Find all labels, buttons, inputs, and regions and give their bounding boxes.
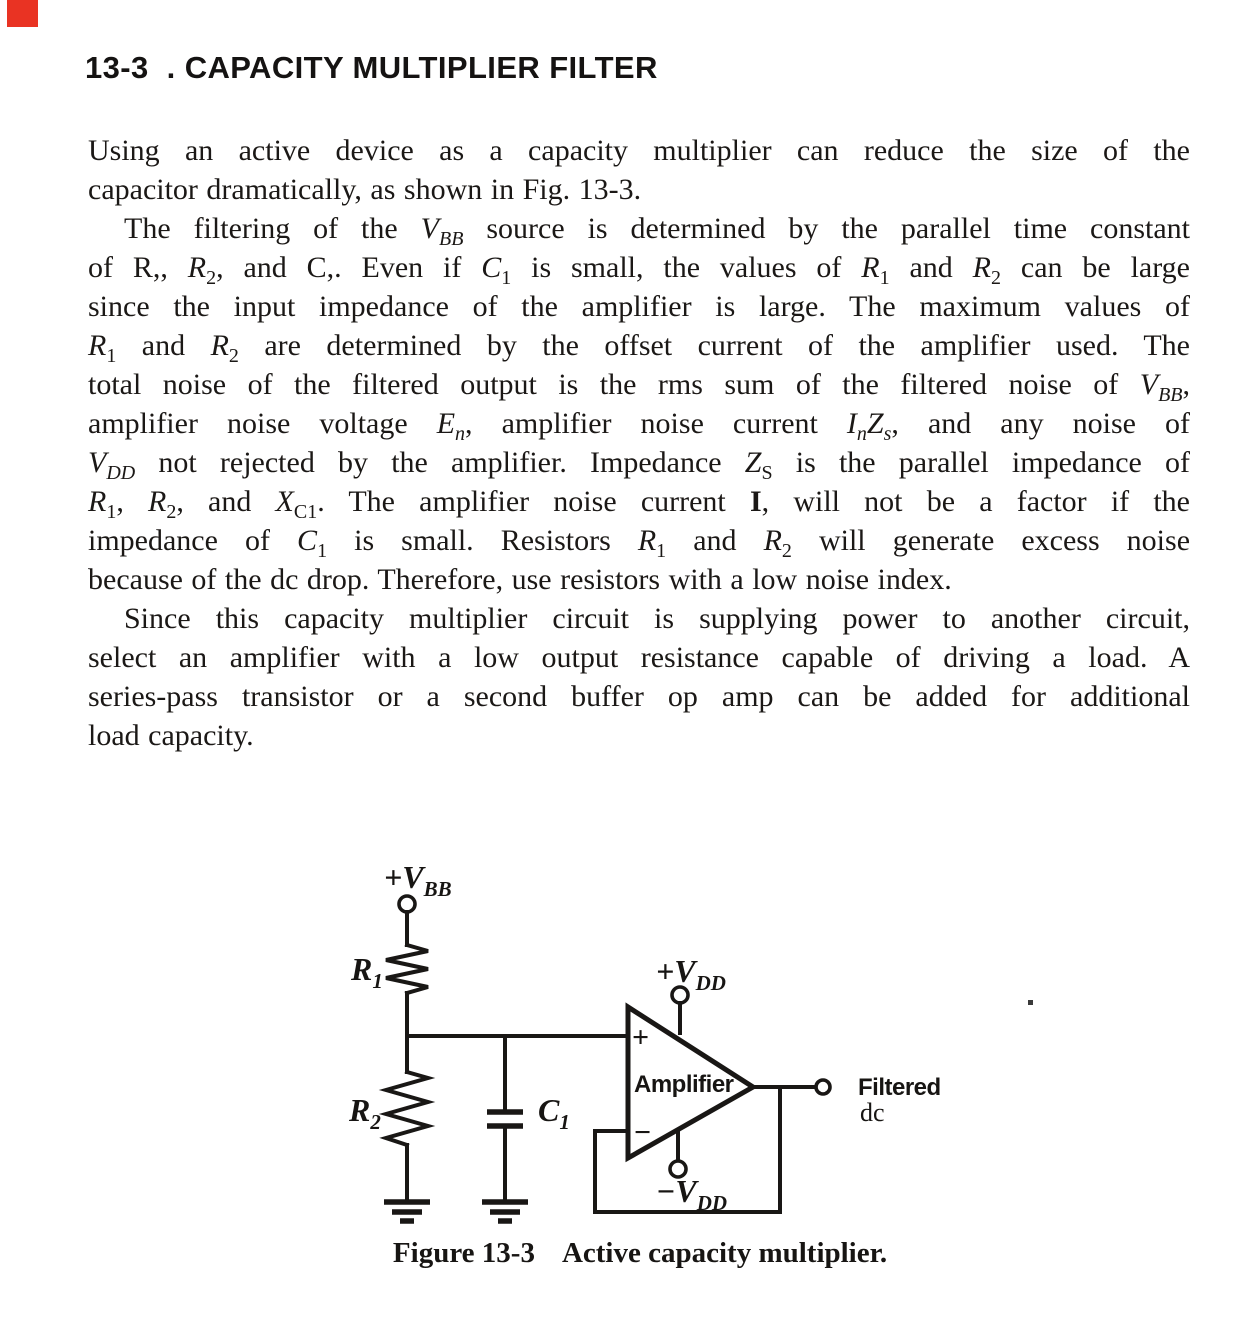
text-line: since the input impedance of the amplifier is large. The maximum values of <box>88 290 1190 323</box>
text-line: load capacity. <box>88 719 254 752</box>
text-line: $V_{DD}$ not rejected by the amplifier. Impedance $Z_S$ is the parallel impedance of <box>88 446 1190 484</box>
amplifier-label: Amplifier <box>634 1071 734 1098</box>
output-label-filtered: Filtered <box>858 1074 941 1101</box>
vdd-neg-label: $-V_{DD}$ <box>656 1173 728 1215</box>
text-line: because of the dc drop. Therefore, use resistors with a low noise index. <box>88 563 952 596</box>
vbb-terminal-circle <box>399 896 415 912</box>
text-line: Since this capacity multiplier circuit is supplying power to another circuit, <box>124 602 1190 635</box>
ground-symbol-left <box>384 1202 430 1221</box>
text-line: Using an active device as a capacity multiplier can reduce the size of the <box>88 134 1190 167</box>
text-line: select an amplifier with a low output resistance capable of driving a load. A <box>88 641 1190 674</box>
text-line: $R_1$ and $R_2$ are determined by the offset current of the amplifier used. The <box>88 329 1190 367</box>
r1-label: $R_1$ <box>351 951 383 993</box>
figure-caption <box>320 1237 960 1270</box>
body-text <box>88 131 1190 755</box>
section-heading: 13-3 . CAPACITY MULTIPLIER FILTER <box>85 50 658 85</box>
text-line: total noise of the filtered output is the rms sum of the filtered noise of $V_{BB}$, <box>88 368 1190 406</box>
noninverting-plus-sign: + <box>632 1021 650 1054</box>
figure-caption-number: Figure 13-3 <box>392 1237 535 1269</box>
text-line: series-pass transistor or a second buffer op amp can be added for additional <box>88 680 1190 713</box>
text-line: of R,, $R_2$, and C,. Even if $C_1$ is small, the values of $R_1$ and $R_2$ can be large <box>88 251 1190 289</box>
scan-speck <box>1028 1000 1033 1005</box>
red-scan-marker <box>7 0 38 27</box>
vdd-pos-terminal-circle <box>672 987 688 1003</box>
ground-symbol-capacitor <box>482 1202 528 1221</box>
vbb-label: $+V_{BB}$ <box>384 859 452 901</box>
resistor-r1 <box>386 945 428 993</box>
c1-label: $C_1$ <box>538 1092 570 1134</box>
text-line: capacitor dramatically, as shown in Fig. 13-3. <box>88 173 642 206</box>
vdd-pos-label: $+V_{DD}$ <box>656 953 726 995</box>
r2-label: $R_2$ <box>349 1092 381 1134</box>
inverting-minus-sign: − <box>634 1116 652 1149</box>
output-terminal-circle <box>816 1080 830 1094</box>
capacitor-c1 <box>487 1112 523 1126</box>
text-line: $R_1$, $R_2$, and $X_{C1}$. The amplifier noise current I, will not be a factor if the <box>88 485 1190 523</box>
circuit-figure <box>330 840 950 1285</box>
text-line: The filtering of the $V_{BB}$ source is determined by the parallel time constant <box>124 212 1191 250</box>
output-label-dc: dc <box>860 1098 885 1127</box>
text-line: impedance of $C_1$ is small. Resistors $R_1$ and $R_2$ will generate excess noise <box>88 524 1191 562</box>
resistor-r2 <box>386 1072 428 1145</box>
text-line: amplifier noise voltage $E_n$, amplifier noise current $I_nZ_s$, and any noise of <box>88 407 1191 445</box>
figure-caption-text: Active capacity multiplier. <box>561 1237 888 1269</box>
